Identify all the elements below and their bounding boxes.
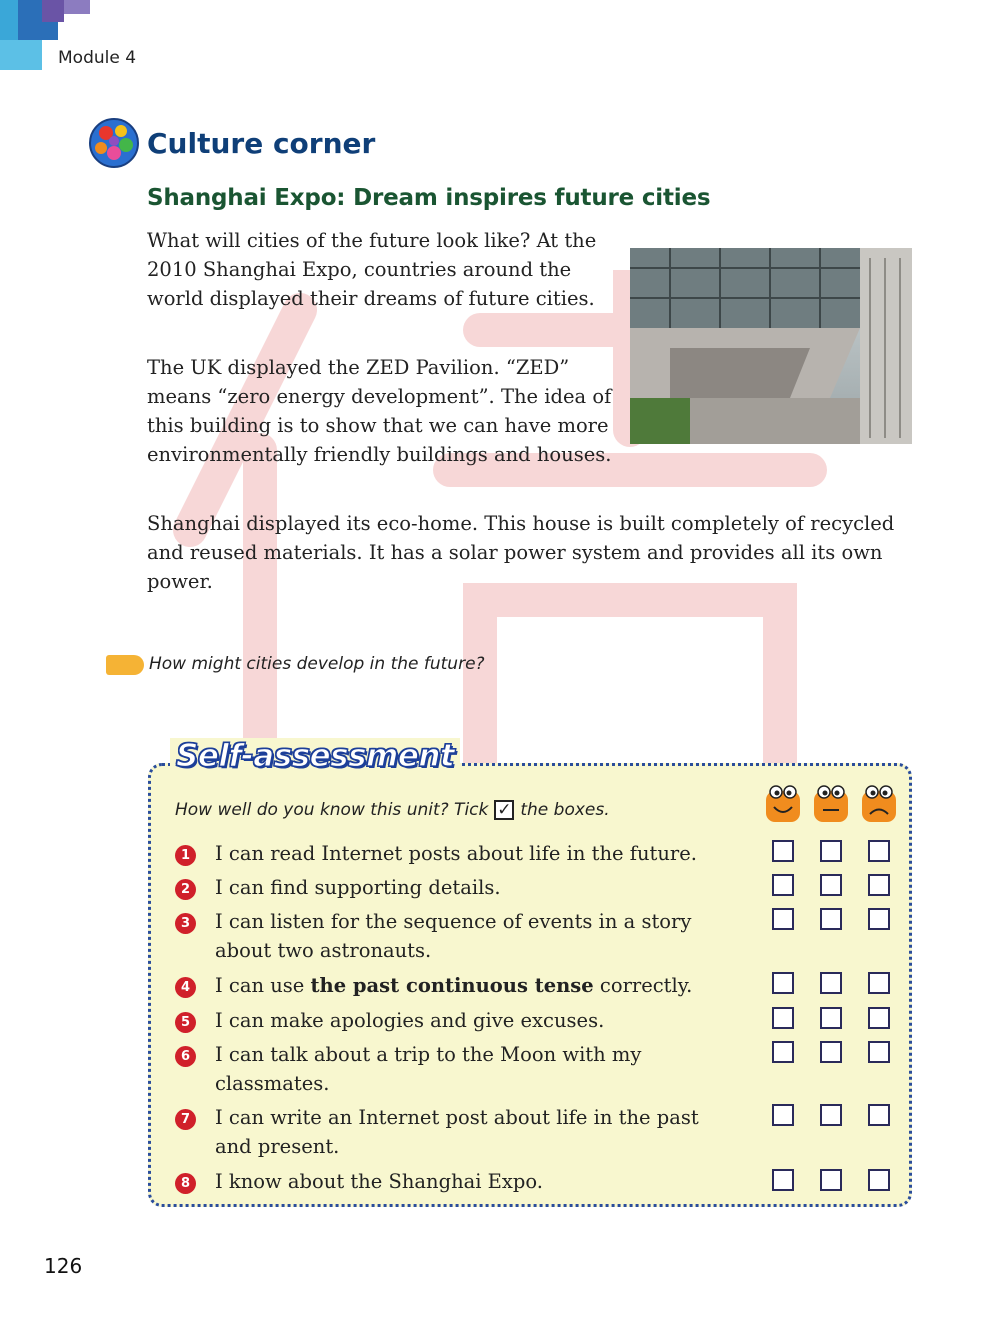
assessment-item-3: I can listen for the sequence of events in a story about two astronauts.: [215, 910, 692, 962]
checkbox-good-4[interactable]: [772, 972, 794, 994]
zed-pavilion-building-photo: [630, 248, 912, 444]
item-number-badge: 1: [175, 845, 196, 866]
checkbox-ok-7[interactable]: [820, 1104, 842, 1126]
item-number-badge: 3: [175, 913, 196, 934]
item-number-badge: 4: [175, 977, 196, 998]
checkbox-ok-1[interactable]: [820, 840, 842, 862]
question-marker: [106, 655, 144, 675]
happy-face-icon: [765, 783, 801, 823]
checkbox-ok-6[interactable]: [820, 1041, 842, 1063]
item-4-text-before: I can use: [215, 974, 311, 997]
assessment-item-2: I can find supporting details.: [215, 876, 501, 899]
item-number-badge: 8: [175, 1173, 196, 1194]
instruction-text-before: How well do you know this unit? Tick: [175, 800, 489, 820]
checkbox-good-1[interactable]: [772, 840, 794, 862]
page-number: 126: [44, 1254, 83, 1278]
checkbox-ok-5[interactable]: [820, 1007, 842, 1029]
assessment-item-8: I know about the Shanghai Expo.: [215, 1170, 543, 1193]
item-4-text-after: correctly.: [593, 974, 693, 997]
checkbox-ok-4[interactable]: [820, 972, 842, 994]
item-number-badge: 5: [175, 1012, 196, 1033]
module-label: Module 4: [58, 48, 137, 68]
checkbox-good-3[interactable]: [772, 908, 794, 930]
assessment-item-4: [215, 971, 735, 1000]
checkbox-ok-3[interactable]: [820, 908, 842, 930]
checkbox-good-6[interactable]: [772, 1041, 794, 1063]
checkbox-good-5[interactable]: [772, 1007, 794, 1029]
checkbox-poor-6[interactable]: [868, 1041, 890, 1063]
self-assessment-title: Self-assessment: [170, 738, 460, 774]
assessment-item-7: I can write an Internet post about life in the past and present.: [215, 1106, 699, 1158]
checkbox-poor-7[interactable]: [868, 1104, 890, 1126]
checkbox-good-2[interactable]: [772, 874, 794, 896]
checkbox-good-7[interactable]: [772, 1104, 794, 1126]
item-number-badge: 2: [175, 879, 196, 900]
section-title: Culture corner: [147, 127, 376, 160]
tick-example-icon: ✓: [494, 800, 514, 820]
item-number-badge: 6: [175, 1046, 196, 1067]
checkbox-good-8[interactable]: [772, 1169, 794, 1191]
colorful-globe-icon: [88, 117, 140, 169]
assessment-item-1: I can read Internet posts about life in the future.: [215, 842, 697, 865]
assessment-item-5: I can make apologies and give excuses.: [215, 1009, 605, 1032]
checkbox-poor-8[interactable]: [868, 1169, 890, 1191]
checkbox-ok-2[interactable]: [820, 874, 842, 896]
paragraph-1: What will cities of the future look like? At the 2010 Shanghai Expo, countries around the world displayed their dreams of future cities.: [147, 229, 597, 310]
item-number-badge: 7: [175, 1109, 196, 1130]
paragraph-2: The UK displayed the ZED Pavilion. “ZED” means “zero energy development”. The idea of this building is to show that we can have more environmentally friendly buildings and houses.: [147, 356, 612, 466]
checkbox-poor-2[interactable]: [868, 874, 890, 896]
checkbox-poor-3[interactable]: [868, 908, 890, 930]
article-title: Shanghai Expo: Dream inspires future cities: [147, 185, 711, 211]
discussion-question: How might cities develop in the future?: [149, 654, 485, 674]
instruction-text-after: the boxes.: [520, 800, 610, 820]
checkbox-poor-1[interactable]: [868, 840, 890, 862]
neutral-face-icon: [813, 783, 849, 823]
self-assessment-instruction: [175, 800, 610, 820]
checkbox-poor-4[interactable]: [868, 972, 890, 994]
item-4-text-bold: the past continuous tense: [310, 974, 594, 997]
paragraph-3: Shanghai displayed its eco-home. This house is built completely of recycled and reused materials. It has a solar power system and provides all its own power.: [147, 512, 895, 593]
assessment-item-6: I can talk about a trip to the Moon with my classmates.: [215, 1043, 642, 1095]
checkbox-poor-5[interactable]: [868, 1007, 890, 1029]
sad-face-icon: [861, 783, 897, 823]
checkbox-ok-8[interactable]: [820, 1169, 842, 1191]
